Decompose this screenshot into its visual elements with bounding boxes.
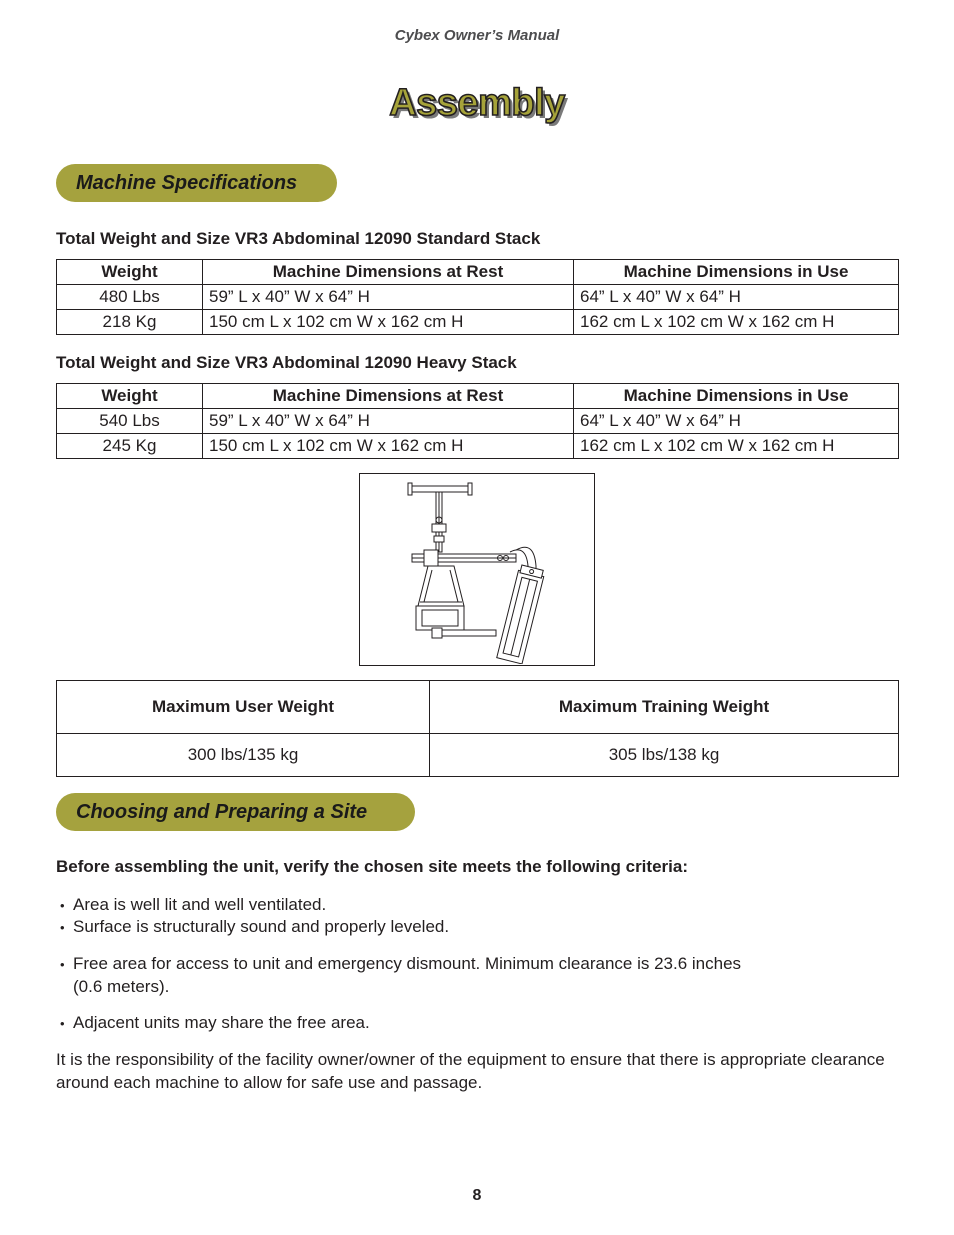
page-title: Assembly: [389, 82, 565, 124]
site-criteria-intro: Before assembling the unit, verify the chosen site meets the following criteria:: [56, 857, 688, 876]
bullet-glyph: •: [60, 957, 65, 972]
responsibility-paragraph: It is the responsibility of the facility owner/owner of the equipment to ensure that there is appropriate clearance around each machine to allow for safe use and passage.: [56, 1050, 885, 1092]
bullet-glyph: •: [60, 920, 65, 935]
standard-stack-table: [56, 259, 899, 335]
weight-cell: 480 Lbs: [57, 285, 203, 310]
rest-dimensions-cell: 150 cm L x 102 cm W x 162 cm H: [203, 434, 574, 459]
table-header-row: [57, 681, 899, 734]
max-user-weight-value: 300 lbs/135 kg: [57, 734, 430, 777]
max-weight-table: [56, 680, 899, 777]
list-item: [60, 916, 449, 939]
use-dimensions-cell: 162 cm L x 102 cm W x 162 cm H: [574, 434, 899, 459]
table-row: [57, 285, 899, 310]
weight-cell: 218 Kg: [57, 310, 203, 335]
machine-footprint-figure: [359, 473, 595, 666]
list-item-text: Free area for access to unit and emergency dismount. Minimum clearance is 23.6 inches: [73, 954, 742, 973]
table-row: [57, 310, 899, 335]
table-header-row: [57, 260, 899, 285]
list-item-continuation: (0.6 meters).: [73, 977, 170, 996]
column-header: Weight: [57, 384, 203, 409]
manual-header: Cybex Owner’s Manual: [394, 27, 560, 44]
bullet-glyph: •: [60, 1016, 65, 1031]
table-row: [57, 434, 899, 459]
list-item-text: Surface is structurally sound and properly leveled.: [73, 917, 450, 936]
table-header-row: [57, 384, 899, 409]
table-row: [57, 734, 899, 777]
list-item: [60, 1012, 370, 1035]
weight-cell: 540 Lbs: [57, 409, 203, 434]
column-header: Machine Dimensions in Use: [574, 384, 899, 409]
section-pill-specs: Machine Specifications: [56, 164, 337, 202]
column-header: Machine Dimensions at Rest: [203, 384, 574, 409]
rest-dimensions-cell: 150 cm L x 102 cm W x 162 cm H: [203, 310, 574, 335]
table-row: [57, 409, 899, 434]
max-training-weight-header: Maximum Training Weight: [430, 681, 899, 734]
list-item-text: Adjacent units may share the free area.: [73, 1013, 370, 1032]
title-wrap: [0, 82, 954, 125]
rest-dimensions-cell: 59” L x 40” W x 64” H: [203, 285, 574, 310]
heavy-stack-heading: Total Weight and Size VR3 Abdominal 12090 Heavy Stack: [56, 353, 517, 372]
rest-dimensions-cell: 59” L x 40” W x 64” H: [203, 409, 574, 434]
bullet-glyph: •: [60, 898, 65, 913]
max-user-weight-header: Maximum User Weight: [57, 681, 430, 734]
use-dimensions-cell: 162 cm L x 102 cm W x 162 cm H: [574, 310, 899, 335]
column-header: Machine Dimensions in Use: [574, 260, 899, 285]
use-dimensions-cell: 64” L x 40” W x 64” H: [574, 285, 899, 310]
list-item-text: Area is well lit and well ventilated.: [73, 895, 327, 914]
heavy-stack-table: [56, 383, 899, 459]
section-pill-site: Choosing and Preparing a Site: [56, 793, 415, 831]
weight-cell: 245 Kg: [57, 434, 203, 459]
use-dimensions-cell: 64” L x 40” W x 64” H: [574, 409, 899, 434]
machine-top-view-drawing: [360, 474, 593, 664]
list-item: [60, 894, 326, 917]
standard-stack-heading: Total Weight and Size VR3 Abdominal 12090 Standard Stack: [56, 229, 541, 248]
page-number: 8: [472, 1187, 482, 1204]
column-header: Weight: [57, 260, 203, 285]
list-item: [60, 953, 741, 998]
column-header: Machine Dimensions at Rest: [203, 260, 574, 285]
max-training-weight-value: 305 lbs/138 kg: [430, 734, 899, 777]
